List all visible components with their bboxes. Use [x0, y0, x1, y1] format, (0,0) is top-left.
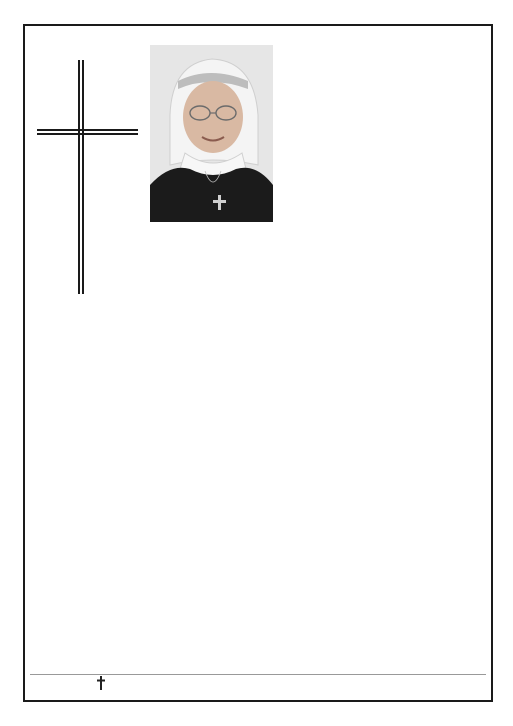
biography-paragraph	[149, 335, 479, 414]
funeral-paragraph	[149, 422, 479, 433]
cross-icon-vertical-2	[82, 60, 84, 294]
bible-quote	[270, 133, 458, 135]
rosary-paragraph	[149, 441, 479, 452]
portrait-photo	[150, 45, 273, 222]
family-list	[149, 461, 479, 472]
footer-divider	[30, 674, 486, 675]
obituary-body	[149, 335, 479, 472]
portrait-illustration	[150, 45, 273, 222]
cross-icon-horizontal-2	[37, 133, 138, 135]
cross-icon	[96, 676, 106, 690]
cross-icon-vertical	[78, 60, 80, 294]
cross-icon-horizontal	[37, 129, 138, 131]
